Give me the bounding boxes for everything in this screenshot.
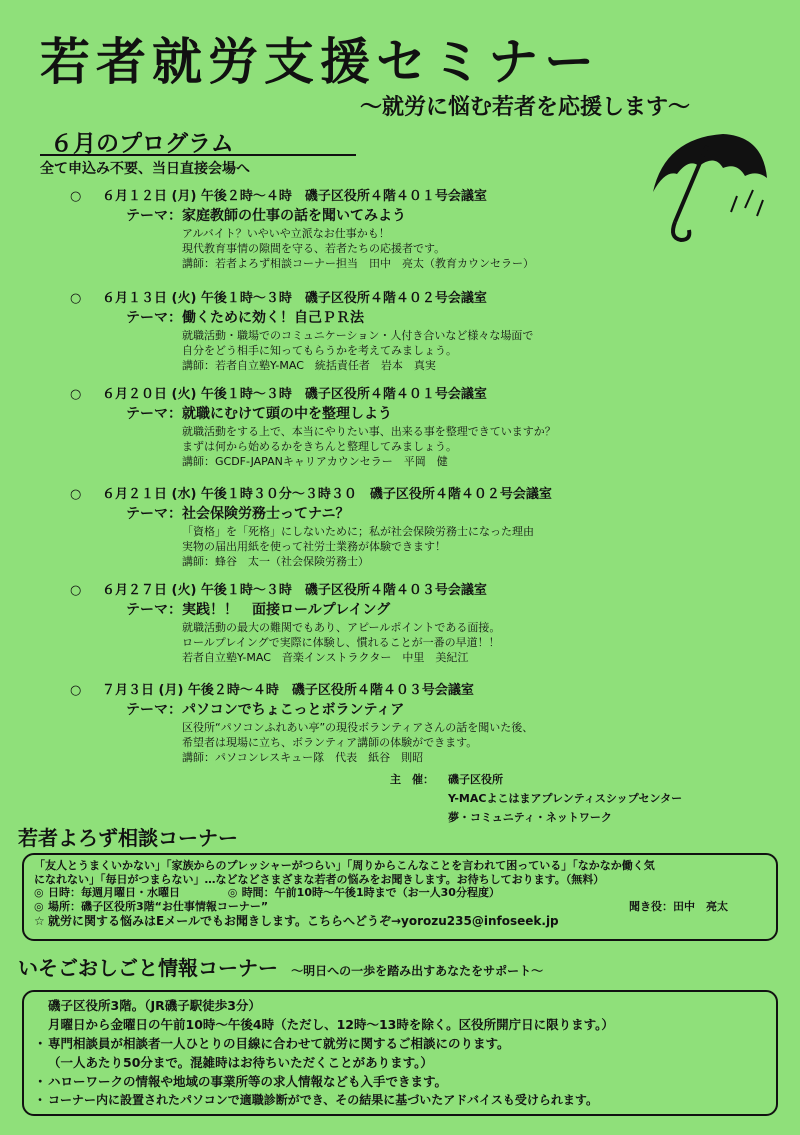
bullet-dot: ・ — [34, 1036, 47, 1051]
session-item — [70, 682, 720, 765]
sponsor-org: 磯子区役所 — [448, 773, 503, 786]
session-lecturer: 講師：蜂谷 太一（社会保険労務士） — [182, 555, 369, 568]
session-theme: テーマ：就職にむけて頭の中を整理しよう — [126, 406, 392, 422]
session-datetime: ６月１３日 (火) 午後１時～３時 磯子区役所４階４０２号会議室 — [102, 291, 487, 306]
bullet-circle: ○ — [70, 387, 82, 402]
session-theme: テーマ：パソコンでちょこっとボランティア — [126, 702, 405, 718]
session-datetime: ６月２０日 (火) 午後１時～３時 磯子区役所４階４０１号会議室 — [102, 387, 487, 402]
yorozu-mark: ◎ — [34, 886, 44, 899]
yorozu-day: 日時：毎週月曜日・水曜日 — [48, 886, 180, 899]
bullet-dot: ・ — [34, 1074, 47, 1089]
yorozu-box — [22, 853, 778, 941]
session-lecturer: 講師：GCDF-JAPANキャリアカウンセラー 平岡 健 — [182, 455, 448, 468]
isogo-bullet: コーナー内に設置されたパソコンで適職診断ができ、その結果に基づいたアドバイスも受けられます。 — [48, 1093, 598, 1107]
yorozu-mark: ◎ — [227, 886, 238, 899]
bullet-circle: ○ — [70, 189, 82, 204]
session-desc: 希望者は現場に立ち、ボランティア講師の体験ができます。 — [182, 736, 478, 749]
isogo-bullet: ハローワークの情報や地域の事業所等の求人情報なども入手できます。 — [48, 1074, 448, 1089]
session-theme: テーマ：社会保険労務士ってナニ？ — [126, 506, 350, 522]
session-datetime: ７月３日 (月) 午後２時～４時 磯子区役所４階４０３号会議室 — [102, 683, 474, 698]
session-item — [70, 486, 720, 569]
yorozu-heading: 若者よろず相談コーナー — [18, 826, 238, 850]
isogo-heading: いそごおしごと情報コーナー — [18, 956, 278, 980]
session-lecturer: 講師：若者よろず相談コーナー担当 田中 亮太（教育カウンセラー） — [182, 257, 534, 270]
isogo-bullet: （一人あたり50分まで。混雑時はお待ちいただくことがあります。） — [48, 1055, 433, 1070]
session-desc: 就職活動・職場でのコミュニケーション・人付き合いなど様々な場面で — [182, 329, 534, 342]
program-underline — [40, 154, 356, 156]
session-item — [70, 386, 720, 469]
session-desc: アルバイト？いやいや立派なお仕事かも！ — [182, 227, 390, 240]
bullet-circle: ○ — [70, 583, 82, 598]
bullet-circle: ○ — [70, 487, 82, 502]
session-lecturer: 講師：パソコンレスキュー隊 代表 紙谷 則昭 — [182, 751, 424, 764]
page-subtitle: ～就労に悩む若者を応援します～ — [360, 95, 691, 120]
program-heading: ６月のプログラム — [50, 131, 234, 157]
yorozu-mark: ◎ — [34, 899, 44, 913]
session-desc: 実物の届出用紙を使って社労士業務が体験できます！ — [182, 540, 446, 553]
session-lecturer: 講師：若者自立塾Y-MAC 統括責任者 岩本 真実 — [182, 359, 436, 372]
session-lecturer: 若者自立塾Y-MAC 音楽インストラクター 中里 美紀江 — [182, 651, 469, 664]
session-datetime: ６月２１日 (水) 午後１時３０分～３時３０ 磯子区役所４階４０２号会議室 — [102, 487, 552, 502]
session-desc: 「資格」を「死格」にしないために；私が社会保険労務士になった理由 — [182, 525, 534, 538]
yorozu-time: 時間：午前10時～午後1時まで（お一人30分程度） — [241, 886, 500, 899]
yorozu-text: になれない」「毎日がつまらない」…などなどさまざまな若者の悩みをお聞きします。お待ちしております。（無料） — [34, 872, 605, 886]
session-theme: テーマ：働くために効く！自己ＰＲ法 — [126, 310, 364, 326]
isogo-location: 磯子区役所3階。（JR磯子駅徒歩3分） — [48, 998, 261, 1013]
program-note: 全て申込み不要、当日直接会場へ — [40, 161, 250, 177]
sponsor-label: 主 催： — [390, 773, 434, 786]
session-desc: 区役所“パソコンふれあい亭”の現役ボランティアさんの話を聞いた後、 — [182, 721, 534, 734]
session-desc: ロールプレイングで実際に体験し、慣れることが一番の早道！！ — [182, 636, 500, 649]
star-icon: ☆ — [34, 914, 45, 928]
yorozu-listener: 聞き役：田中 亮太 — [629, 899, 728, 913]
sponsor-org: 夢・コミュニティ・ネットワーク — [448, 811, 612, 824]
session-item — [70, 188, 720, 271]
bullet-circle: ○ — [70, 683, 82, 698]
isogo-subheading: ～明日への一歩を踏み出すあなたをサポート～ — [291, 964, 544, 978]
bullet-dot: ・ — [34, 1093, 47, 1107]
session-desc: まずは何から始めるかをきちんと整理してみましょう。 — [182, 440, 457, 453]
sponsor-block — [390, 770, 682, 827]
isogo-bullet: 専門相談員が相談者一人ひとりの目線に合わせて就労に関するご相談にのります。 — [48, 1036, 510, 1051]
isogo-header — [18, 952, 543, 981]
yorozu-place: 場所：磯子区役所3階“お仕事情報コーナー” — [48, 899, 269, 913]
yorozu-text: 「友人とうまくいかない」「家族からのプレッシャーがつらい」「周りからこんなことを言われて困っている」「なかなか働く気 — [34, 859, 655, 872]
session-desc: 現代教育事情の隙間を守る、若者たちの応援者です。 — [182, 242, 446, 255]
bullet-circle: ○ — [70, 291, 82, 306]
session-desc: 就職活動をする上で、本当にやりたい事、出来る事を整理できていますか？ — [182, 425, 556, 438]
session-desc: 自分をどう相手に知ってもらうかを考えてみましょう。 — [182, 344, 457, 357]
session-item — [70, 582, 720, 665]
session-theme: テーマ：家庭教師の仕事の話を聞いてみよう — [126, 208, 406, 224]
sponsor-org: Y-MACよこはまアプレンティスシップセンター — [448, 792, 683, 805]
session-datetime: ６月１２日 (月) 午後２時～４時 磯子区役所４階４０１号会議室 — [102, 189, 487, 204]
session-theme: テーマ：実践！！ 面接ロールプレイング — [126, 602, 391, 618]
session-desc: 就職活動の最大の難関でもあり、アピールポイントである面接。 — [182, 621, 501, 634]
isogo-hours: 月曜日から金曜日の午前10時～午後4時（ただし、12時～13時を除く。区役所開庁日に限ります。） — [48, 1017, 614, 1032]
session-datetime: ６月２７日 (火) 午後１時～３時 磯子区役所４階４０３号会議室 — [102, 583, 487, 598]
yorozu-email-line: 就労に関する悩みはEメールでもお聞きします。こちらへどうぞ→yorozu235@infoseek.jp — [48, 914, 559, 928]
page-title: 若者就労支援セミナー — [40, 33, 600, 91]
isogo-box — [22, 990, 778, 1116]
session-item — [70, 290, 720, 373]
